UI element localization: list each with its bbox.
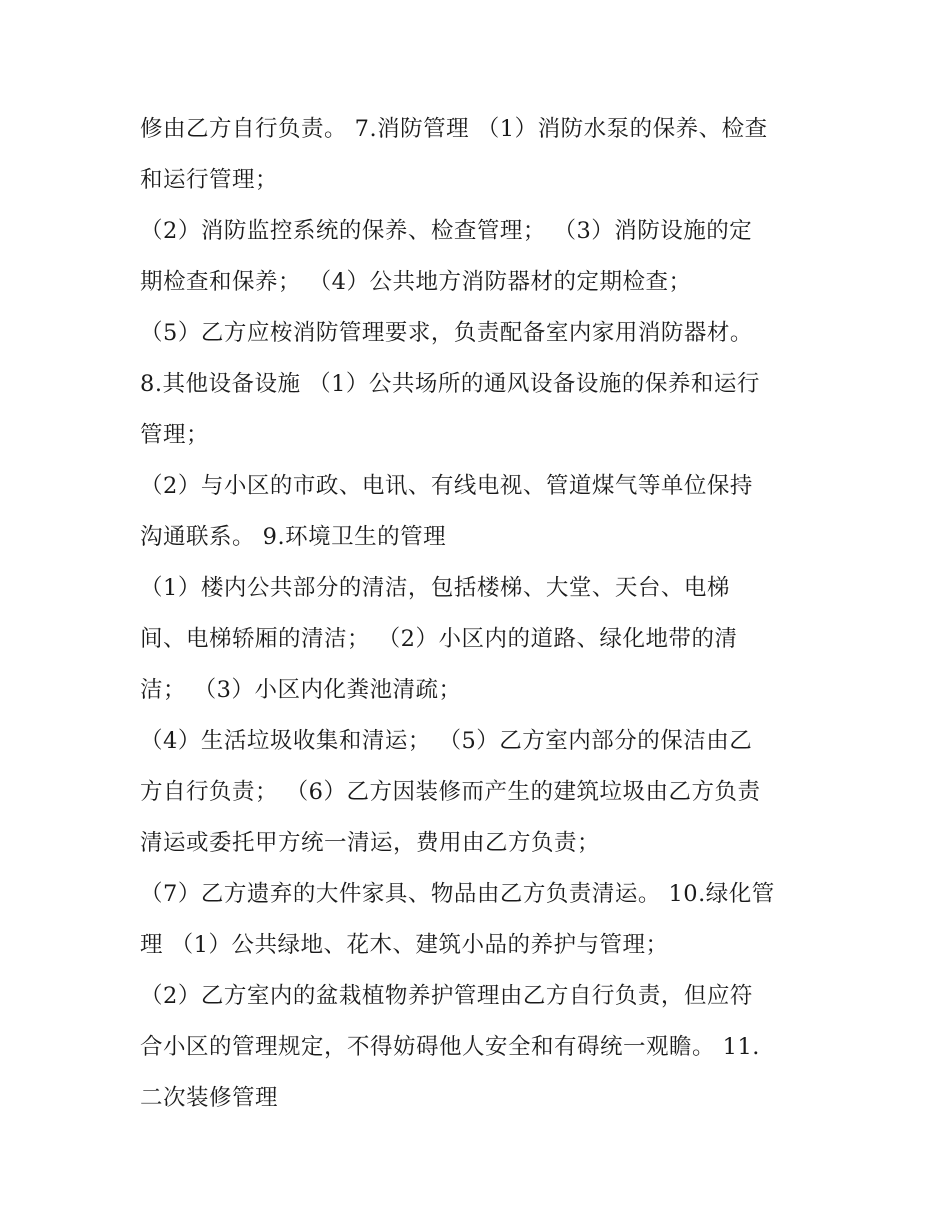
text-line: 沟通联系。 9.环境卫生的管理 — [140, 524, 447, 550]
text-line: （2）消防监控系统的保养、检查管理； （3）消防设施的定 — [140, 218, 753, 244]
text-line: 间、电梯轿厢的清洁； （2）小区内的道路、绿化地带的清 — [140, 626, 738, 652]
text-line: （2）乙方室内的盆栽植物养护管理由乙方自行负责，但应符 — [140, 983, 753, 1009]
text-line: 期检查和保养； （4）公共地方消防器材的定期检查； — [140, 269, 692, 295]
document-body — [140, 104, 820, 1124]
text-line: （4）生活垃圾收集和清运； （5）乙方室内部分的保洁由乙 — [140, 728, 753, 754]
text-line: （2）与小区的市政、电讯、有线电视、管道煤气等单位保持 — [140, 473, 753, 499]
text-line: 修由乙方自行负责。 7.消防管理 （1）消防水泵的保养、检查 — [140, 116, 768, 142]
text-line: 理 （1）公共绿地、花木、建筑小品的养护与管理； — [140, 932, 669, 958]
text-line: （1）楼内公共部分的清洁，包括楼梯、大堂、天台、电梯 — [140, 575, 730, 601]
text-line: 合小区的管理规定，不得妨碍他人安全和有碍统一观瞻。 11. — [140, 1034, 760, 1060]
text-line: 二次装修管理 — [140, 1085, 279, 1111]
text-line: 管理； — [140, 422, 210, 448]
text-line: 8.其他设备设施 （1）公共场所的通风设备设施的保养和运行 — [140, 371, 760, 397]
text-line: 方自行负责； （6）乙方因装修而产生的建筑垃圾由乙方负责 — [140, 779, 761, 805]
text-line: （5）乙方应桉消防管理要求，负责配备室内家用消防器材。 — [140, 320, 753, 346]
text-line: 清运或委托甲方统一清运，费用由乙方负责； — [140, 830, 601, 856]
text-line: 和运行管理； — [140, 167, 279, 193]
text-line: （7）乙方遗弃的大件家具、物品由乙方负责清运。 10.绿化管 — [140, 881, 775, 907]
text-line: 洁； （3）小区内化粪池清疏； — [140, 677, 462, 703]
